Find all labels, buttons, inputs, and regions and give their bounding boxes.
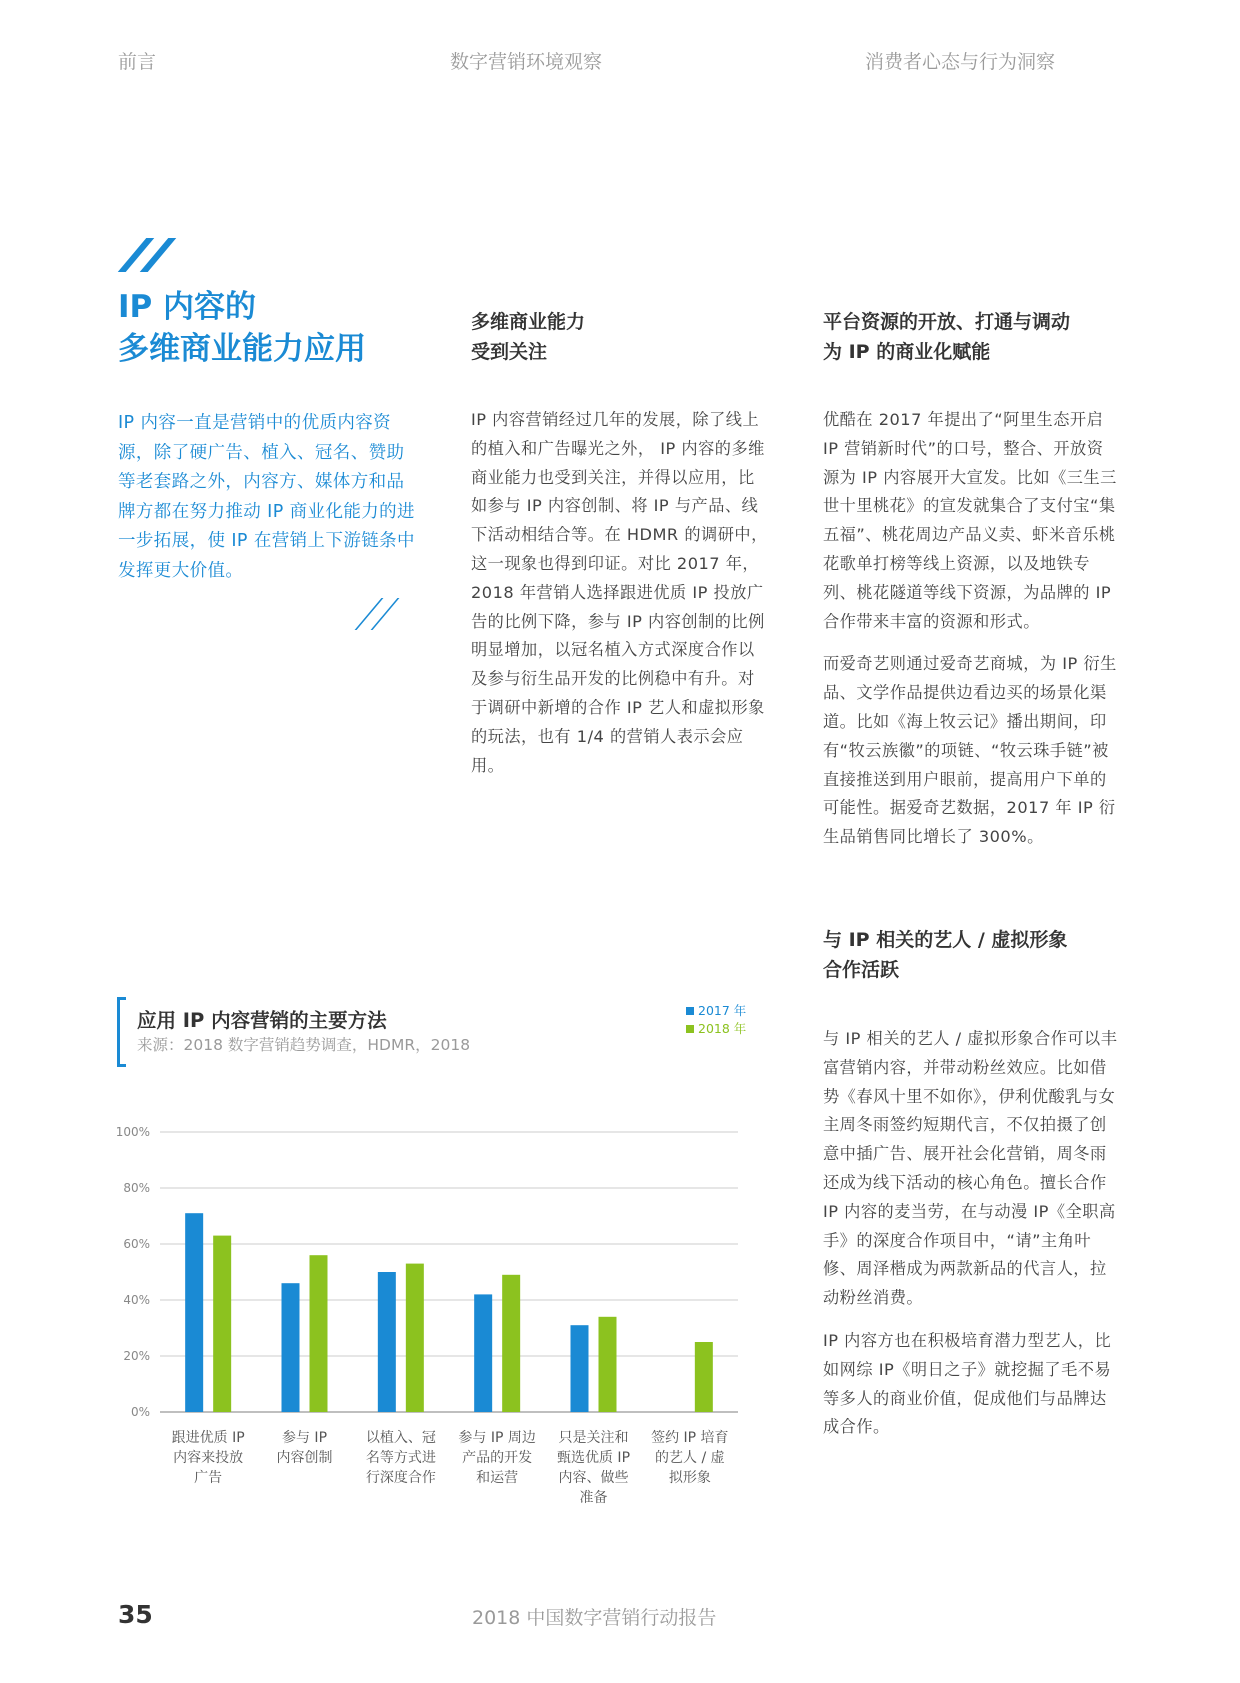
legend-swatch-2017	[686, 1007, 694, 1015]
page-number: 35	[118, 1600, 153, 1629]
x-category-label	[442, 1428, 552, 1488]
col3-body-bottom	[823, 1025, 1120, 1456]
nav-digital-marketing-environment[interactable]: 数字营销环境观察	[450, 51, 603, 73]
x-category-label-line: 以植入、冠	[365, 1430, 436, 1446]
col3-paragraph-3: 与 IP 相关的艺人 / 虚拟形象合作可以丰富营销内容，并带动粉丝效应。比如借势《春风十里不如你》，伊利优酸乳与女主周冬雨签约短期代言，不仅拍摄了创意中插广告、展开社会化营销，周冬雨还成为线下活动的核心角色。擅长合作 IP 内容的麦当劳，在与动漫 IP《全职高手》的深度合作项目中，“请”主角叶修、周泽楷成为两款新品的代言人，拉动粉丝消费。	[823, 1029, 1118, 1308]
x-category-label-line: 参与 IP 周边	[458, 1430, 536, 1446]
y-tick-label: 20%	[123, 1349, 150, 1363]
section-title-line2: 多维商业能力应用	[118, 331, 366, 367]
x-category-label-line: 广告	[194, 1470, 223, 1486]
x-category-label-line: 产品的开发	[462, 1450, 533, 1466]
x-category-label-line: 行深度合作	[365, 1470, 436, 1486]
y-tick-label: 40%	[123, 1293, 150, 1307]
x-category-label-line: 和运营	[476, 1470, 519, 1486]
col2-heading-line2: 受到关注	[471, 341, 548, 363]
nav-preface[interactable]: 前言	[118, 51, 157, 73]
bar-2018-0	[213, 1236, 231, 1412]
col2-paragraph: IP 内容营销经过几年的发展，除了线上的植入和广告曝光之外， IP 内容的多维商业能力也受到关注，并得以应用，比如参与 IP 内容创制、将 IP 与产品、线下活动相结合等。在 HDMR 的调研中，这一现象也得到印证。对比 2017 年，2018 年营销人选择跟进优质 IP 投放广告的比例下降，参与 IP 内容创制的比例明显增加，以冠名植入方式深度合作以及参与衍生品开发的比例稳中有升。对于调研中新增的合作 IP 艺人和虚拟形象的玩法，也有 1/4 的营销人表示会应用。	[471, 410, 768, 775]
col3-heading1-line2: 为 IP 的商业化赋能	[823, 341, 991, 363]
col2-body	[471, 406, 768, 794]
bar-2018-4	[599, 1317, 617, 1412]
legend-item-2017	[686, 1002, 746, 1020]
bar-2018-3	[502, 1275, 520, 1412]
slash-decoration-top	[118, 238, 178, 272]
bar-2017-1	[282, 1283, 300, 1412]
col3-heading2	[823, 925, 1067, 985]
chart-legend	[686, 1002, 746, 1038]
col2-heading	[471, 307, 585, 367]
col3-paragraph-2: 而爱奇艺则通过爱奇艺商城，为 IP 衍生品、文学作品提供边看边买的场景化渠道。比如《海上牧云记》播出期间，印有“牧云族徽”的项链、“牧云珠手链”被直接推送到用户眼前，提高用户下单的可能性。据爱奇艺数据，2017 年 IP 衍生品销售同比增长了 300%。	[823, 654, 1117, 847]
bar-2017-3	[474, 1294, 492, 1412]
bar-2018-1	[310, 1255, 328, 1412]
footer-title: 2018 中国数字营销行动报告	[472, 1607, 717, 1629]
x-category-label	[153, 1428, 263, 1488]
y-tick-label: 80%	[123, 1181, 150, 1195]
bar-2017-0	[185, 1213, 203, 1412]
x-category-label-line: 内容来投放	[173, 1450, 244, 1466]
legend-item-2018	[686, 1020, 746, 1038]
x-category-label	[346, 1428, 456, 1488]
bar-2017-2	[378, 1272, 396, 1412]
x-category-label-line: 内容、做些	[558, 1470, 629, 1486]
legend-label-2017: 2017 年	[698, 1003, 747, 1018]
col3-heading2-line1: 与 IP 相关的艺人 / 虚拟形象	[823, 929, 1068, 951]
col3-paragraph-1: 优酷在 2017 年提出了“阿里生态开启 IP 营销新时代”的口号，整合、开放资源为 IP 内容展开大宣发。比如《三生三世十里桃花》的宣发就集合了支付宝“集五福”、桃花周边产品义卖、虾米音乐桃花歌单打榜等线上资源，以及地铁专列、桃花隧道等线下资源，为品牌的 IP 合作带来丰富的资源和形式。	[823, 410, 1117, 631]
x-category-label	[635, 1428, 745, 1488]
nav-consumer-insight[interactable]: 消费者心态与行为洞察	[865, 51, 1056, 73]
slash-decoration-thin	[358, 598, 408, 630]
intro-paragraph: IP 内容一直是营销中的优质内容资源，除了硬广告、植入、冠名、赞助等老套路之外，内容方、媒体方和品牌方都在努力推动 IP 商业化能力的进一步拓展，使 IP 在营销上下游链条中发挥更大价值。	[118, 413, 415, 581]
x-category-label-line: 跟进优质 IP	[171, 1430, 245, 1446]
legend-swatch-2018	[686, 1025, 694, 1033]
bar-2017-4	[571, 1325, 589, 1412]
bar-chart	[110, 1120, 770, 1470]
y-tick-label: 100%	[115, 1125, 150, 1139]
col3-heading2-line2: 合作活跃	[823, 959, 900, 981]
col2-heading-line1: 多维商业能力	[471, 311, 586, 333]
bar-2018-5	[695, 1342, 713, 1412]
chart-title-bracket	[117, 997, 126, 1067]
x-category-label-line: 只是关注和	[558, 1430, 629, 1446]
x-category-label-line: 准备	[579, 1490, 608, 1506]
x-category-label-line: 拟形象	[668, 1470, 711, 1486]
chart-title: 应用 IP 内容营销的主要方法	[137, 1009, 387, 1032]
col3-paragraph-4: IP 内容方也在积极培育潜力型艺人，比如网综 IP《明日之子》就挖掘了毛不易等多人的商业价值，促成他们与品牌达成合作。	[823, 1330, 1112, 1437]
x-category-label-line: 的艺人 / 虚	[655, 1450, 725, 1466]
y-tick-label: 60%	[123, 1237, 150, 1251]
y-tick-label: 0%	[130, 1405, 150, 1419]
bar-2018-2	[406, 1264, 424, 1412]
x-category-label-line: 甄选优质 IP	[556, 1450, 631, 1466]
chart-source: 来源：2018 数字营销趋势调查，HDMR，2018	[137, 1036, 471, 1054]
col3-body-top	[823, 406, 1120, 866]
legend-label-2018: 2018 年	[698, 1021, 747, 1036]
x-category-label-line: 内容创制	[276, 1450, 333, 1466]
x-category-label-line: 签约 IP 培育	[651, 1430, 729, 1446]
x-category-label-line: 参与 IP	[281, 1430, 328, 1446]
col3-heading1	[823, 307, 1070, 367]
col3-heading1-line1: 平台资源的开放、打通与调动	[823, 311, 1071, 333]
x-category-label	[250, 1428, 360, 1468]
section-title-line1: IP 内容的	[118, 289, 257, 325]
x-category-label-line: 名等方式进	[365, 1450, 436, 1466]
x-category-label	[539, 1428, 649, 1508]
section-title	[118, 286, 366, 370]
